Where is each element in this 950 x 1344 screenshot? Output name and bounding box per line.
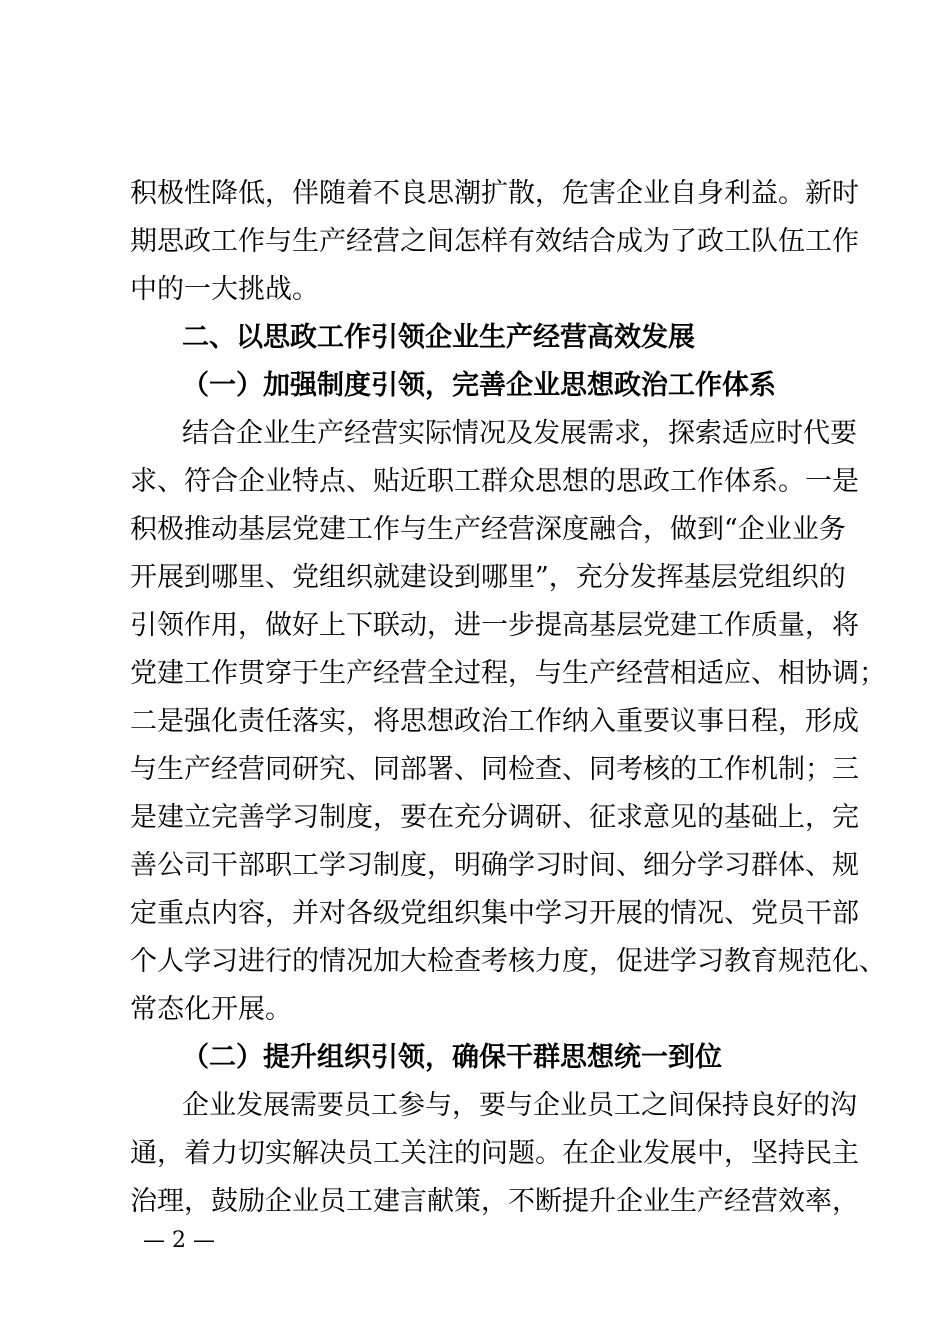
paragraph-line: 二是强化责任落实，将思想政治工作纳入重要议事日程，形成 (130, 706, 859, 737)
paragraph-line: 积极推动基层党建工作与生产经营深度融合，做到“企业业务 (130, 514, 846, 545)
paragraph-line: 开展到哪里、党组织就建设到哪里”，充分发挥基层党组织的 (130, 562, 846, 593)
paragraph-line: 积极性降低，伴随着不良思潮扩散，危害企业自身利益。新时 (130, 178, 859, 209)
paragraph-line: 与生产经营同研究、同部署、同检查、同考核的工作机制；三 (130, 754, 859, 785)
paragraph-line: 期思政工作与生产经营之间怎样有效结合成为了政工队伍工作 (130, 226, 859, 257)
paragraph-line: 引领作用，做好上下联动，进一步提高基层党建工作质量，将 (130, 610, 859, 641)
paragraph-line: 结合企业生产经营实际情况及发展需求，探索适应时代要 (182, 418, 857, 449)
paragraph-line: 中的一大挑战。 (130, 274, 319, 305)
subsection-heading: （一）加强制度引领，完善企业思想政治工作体系 (182, 370, 776, 401)
paragraph-line: 是建立完善学习制度，要在充分调研、征求意见的基础上，完 (130, 802, 859, 833)
paragraph-line: 定重点内容，并对各级党组织集中学习开展的情况、党员干部 (130, 898, 859, 929)
section-heading: 二、以思政工作引领企业生产经营高效发展 (182, 322, 695, 353)
paragraph-line: 治理，鼓励企业员工建言献策，不断提升企业生产经营效率， (130, 1186, 859, 1217)
paragraph-line: 常态化开展。 (130, 994, 292, 1025)
page-number: — 2 — (143, 1228, 215, 1253)
subsection-heading: （二）提升组织引领，确保干群思想统一到位 (182, 1042, 722, 1073)
paragraph-line: 通，着力切实解决员工关注的问题。在企业发展中，坚持民主 (130, 1138, 859, 1169)
paragraph-line: 企业发展需要员工参与，要与企业员工之间保持良好的沟 (182, 1090, 857, 1121)
paragraph-line: 党建工作贯穿于生产经营全过程，与生产经营相适应、相协调； (130, 658, 886, 689)
paragraph-line: 求、符合企业特点、贴近职工群众思想的思政工作体系。一是 (130, 466, 859, 497)
paragraph-line: 个人学习进行的情况加大检查考核力度，促进学习教育规范化、 (130, 946, 886, 977)
paragraph-line: 善公司干部职工学习制度，明确学习时间、细分学习群体、规 (130, 850, 859, 881)
